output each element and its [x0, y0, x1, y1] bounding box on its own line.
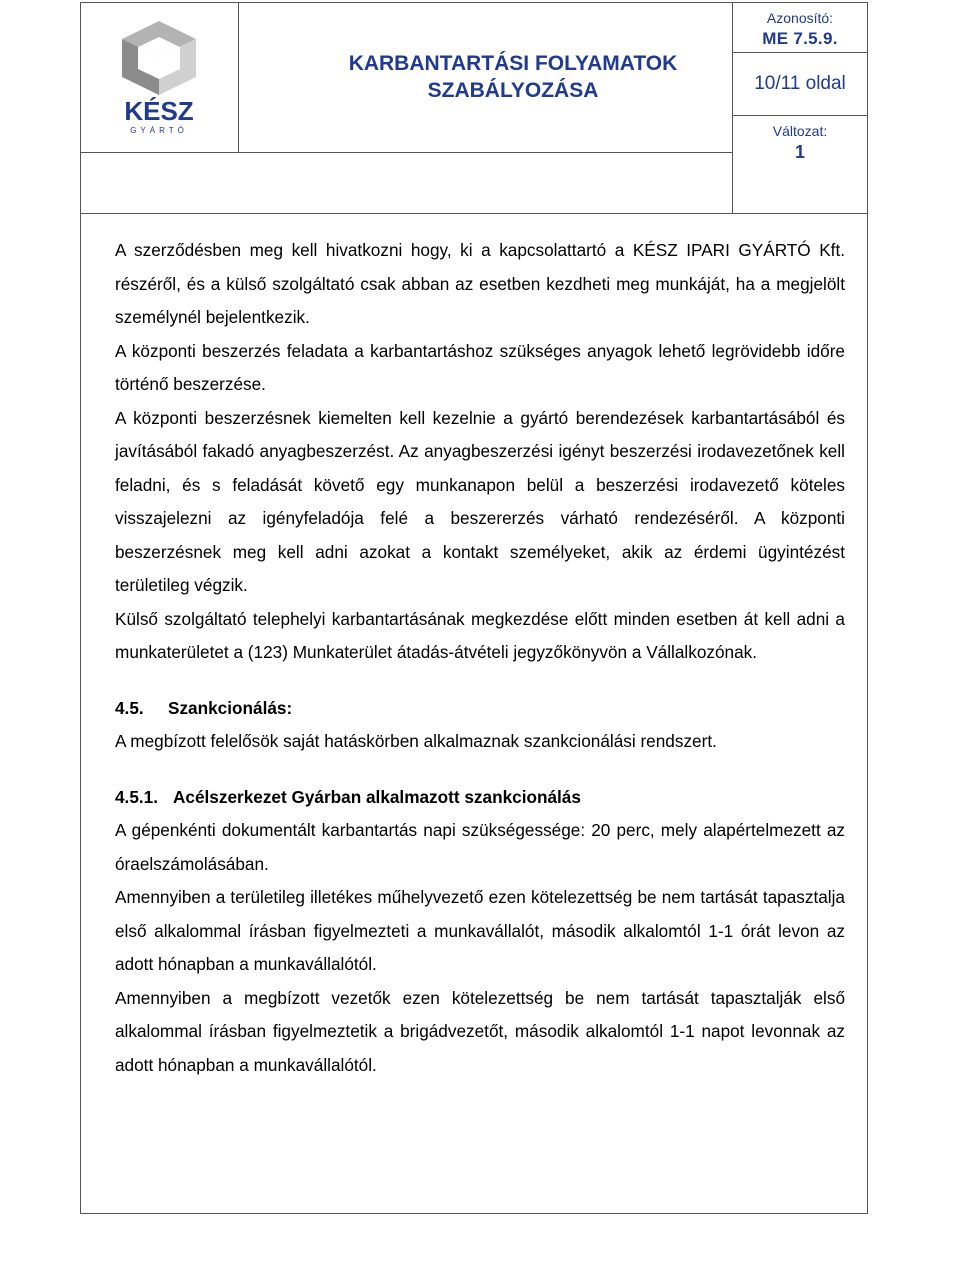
paragraph: Amennyiben a területileg illetékes műhelyvezető ezen kötelezettség be nem tartását tapasztalja első alkalommal írásban figyelmezteti a munkavállalót, második alkalomtól 1-1 órát levon az adott hónapban a munkavállalótól. — [115, 887, 845, 974]
title-line-2: SZABÁLYOZÁSA — [427, 79, 599, 102]
paragraph: A gépenkénti dokumentált karbantartás napi szükségessége: 20 perc, mely alapértelmezett az óraelszámolásában. — [115, 820, 845, 874]
version-value: 1 — [794, 142, 805, 162]
identifier-value: ME 7.5.9. — [762, 29, 838, 48]
title-line-1: KARBANTARTÁSI FOLYAMATOK — [348, 52, 678, 75]
header-divider — [80, 152, 732, 153]
company-logo — [80, 2, 238, 152]
section-heading-4-5-1 — [115, 781, 845, 815]
section-title: Szankcionálás: — [168, 697, 293, 718]
paragraph: A központi beszerzés feladata a karbantartáshoz szükséges anyagok lehető legrövidebb időre történő beszerzése. — [115, 340, 845, 394]
version-label: Változat: — [772, 123, 828, 139]
identifier-cell — [732, 2, 868, 52]
document-header — [80, 2, 868, 214]
paragraph: A megbízott felelősök saját hatáskörben alkalmaznak szankcionálási rendszert. — [115, 731, 717, 751]
kesz-logo-icon — [104, 17, 214, 137]
paragraph: A központi beszerzésnek kiemelten kell kezelnie a gyártó berendezések karbantartásából és javításából fakadó anyagbeszerzést. Az anyagbeszerzési igényt beszerzési irodavezetőnek kell feladni, és s feladását követő egy munkanapon belül a beszerzési irodavezető köteles visszajelezni az igényfeladója felé a beszererzés várható rendezéséről. A központi beszerzésnek meg kell adni azokat a kontakt személyeket, akik az érdemi ügyintézést területileg végzik. — [115, 407, 845, 595]
section-number: 4.5. — [115, 697, 144, 718]
section-heading-4-5 — [115, 692, 845, 726]
page-number: 10/11 oldal — [754, 72, 846, 94]
logo-wordmark: KÉSZ — [124, 96, 194, 126]
paragraph: Amennyiben a megbízott vezetők ezen kötelezettség be nem tartását tapasztalják első alkalommal írásban figyelmeztetik a brigádvezetőt, második alkalomtól 1-1 napot levonnak az adott hónapban a munkavállalótól. — [115, 987, 845, 1075]
paragraph: A szerződésben meg kell hivatkozni hogy, ki a kapcsolattartó a KÉSZ IPARI GYÁRTÓ Kft. részéről, és a külső szolgáltató csak abban az esetben kezdheti meg munkáját, ha a megjelölt személynél bejelentkezik. — [115, 240, 845, 327]
identifier-label: Azonosító: — [766, 10, 834, 26]
version-cell — [732, 115, 868, 165]
section-number: 4.5.1. — [115, 786, 159, 807]
document-body — [115, 234, 845, 1082]
document-title — [238, 2, 788, 152]
paragraph: Külső szolgáltató telephelyi karbantartásának megkezdése előtt minden esetben át kell adni a munkaterületet a (123) Munkaterület átadás-átvételi jegyzőkönyvön a Vállalkozónak. — [115, 608, 845, 662]
section-title: Acélszerkezet Gyárban alkalmazott szankcionálás — [173, 786, 581, 807]
header-divider — [80, 213, 868, 214]
logo-subtext: GYÁRTÓ — [130, 126, 188, 135]
